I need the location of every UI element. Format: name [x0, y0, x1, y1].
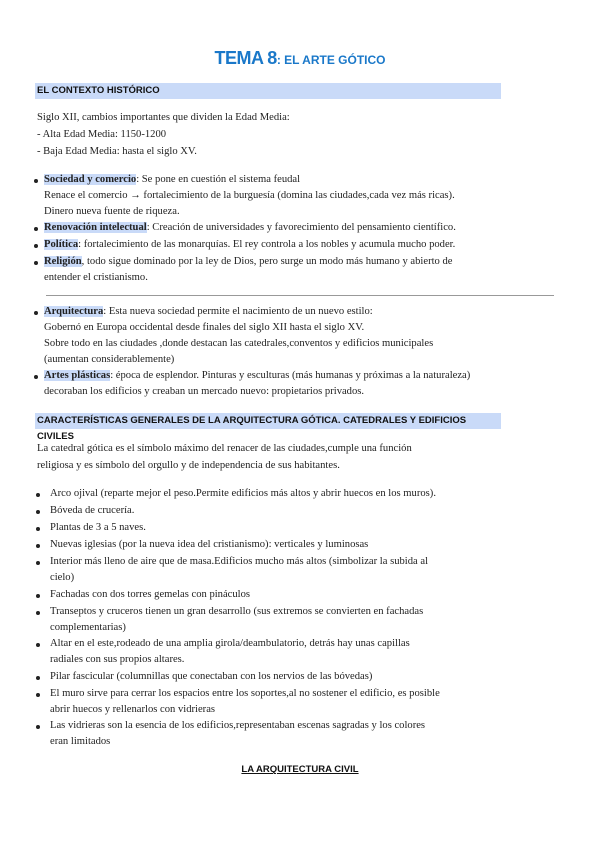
catedral-intro-line: religiosa y es símbolo del orgullo y de independencia de sus habitantes.	[37, 460, 340, 471]
divider	[46, 295, 554, 296]
item-text: : Esta nueva sociedad permite el nacimiento de un nuevo estilo:	[103, 306, 373, 317]
list-item-cont: radiales con sus propios altares.	[50, 654, 185, 665]
item-text: : Creación de universidades y favorecimiento del pensamiento científico.	[146, 222, 456, 233]
item-text: , todo sigue dominado por la ley de Dios, pero surge un modo más humano y abierto de	[81, 256, 453, 267]
intro-line: - Alta Edad Media: 1150-1200	[37, 129, 167, 140]
list-item: Nuevas iglesias (por la nueva idea del cristianismo): verticales y luminosas	[50, 539, 369, 550]
bullet-icon	[36, 725, 40, 729]
list-item-cont: complementarias)	[50, 622, 126, 633]
item-label: Arquitectura	[44, 306, 104, 317]
item-text: : Se pone en cuestión el sistema feudal	[136, 174, 301, 185]
bullet-icon	[34, 261, 38, 265]
list-item: Plantas de 3 a 5 naves.	[50, 522, 146, 533]
list-item-cont: abrir huecos y rellenarlos con vidrieras	[50, 704, 216, 715]
page-title	[0, 48, 600, 69]
item-text: : época de esplendor. Pinturas y esculturas (más humanas y próximas a la naturaleza)	[110, 370, 471, 381]
item-label: Política	[44, 239, 79, 250]
list-item	[44, 368, 470, 384]
list-item: Interior más lleno de aire que de masa.Edificios mucho más altos (simbolizar la subida al	[50, 556, 429, 567]
bullet-icon	[34, 227, 38, 231]
bullet-icon	[34, 311, 38, 315]
list-item-cont: entender el cristianismo.	[44, 272, 148, 283]
list-item: Las vidrieras son la esencia de los edificios,representaban escenas sagradas y los colores	[50, 720, 426, 731]
list-item	[44, 254, 452, 270]
bullet-icon	[34, 179, 38, 183]
bullet-icon	[36, 611, 40, 615]
list-item-cont: (aumentan considerablemente)	[44, 354, 175, 365]
list-item-cont: decoraban los edificios y creaban un mercado nuevo: propietarios privados.	[44, 386, 365, 397]
bullet-icon	[36, 561, 40, 565]
list-item: Transeptos y cruceros tienen un gran desarrollo (sus extremos se convierten en fachadas	[50, 606, 424, 617]
section-heading-caracteristicas: CARACTERÍSTICAS GENERALES DE LA ARQUITECTURA GÓTICA. CATEDRALES Y EDIFICIOS CIVILES	[35, 413, 501, 429]
title-rest: : EL ARTE GÓTICO	[276, 53, 386, 67]
list-item-cont: Gobernó en Europa occidental desde finales del siglo XII hasta el siglo XV.	[44, 322, 365, 333]
intro-line: Siglo XII, cambios importantes que dividen la Edad Media:	[37, 112, 290, 123]
item-label: Sociedad y comercio	[44, 174, 137, 185]
bullet-icon	[34, 375, 38, 379]
bullet-icon	[36, 643, 40, 647]
item-label: Religión	[44, 256, 82, 267]
list-item	[44, 172, 300, 188]
bullet-icon	[36, 594, 40, 598]
section-heading-contexto: EL CONTEXTO HISTÓRICO	[35, 83, 501, 99]
bullet-icon	[36, 676, 40, 680]
list-item-cont: Renace el comercio → fortalecimiento de la burguesía (domina las ciudades,cada vez más ricas).	[44, 190, 455, 201]
bullet-icon	[36, 493, 40, 497]
list-item-cont: Sobre todo en las ciudades ,donde destacan las catedrales,conventos y edificios municipales	[44, 338, 434, 349]
bullet-icon	[36, 544, 40, 548]
list-item: Bóveda de crucería.	[50, 505, 135, 516]
list-item-cont: eran limitados	[50, 736, 111, 747]
title-main: TEMA 8	[214, 48, 277, 68]
list-item	[44, 237, 455, 253]
list-item: Altar en el este,rodeado de una amplia girola/deambulatorio, detrás hay unas capillas	[50, 638, 410, 649]
bullet-icon	[36, 693, 40, 697]
intro-line: - Baja Edad Media: hasta el siglo XV.	[37, 146, 197, 157]
bullet-icon	[36, 510, 40, 514]
bullet-icon	[36, 527, 40, 531]
item-text: : fortalecimiento de las monarquías. El rey controla a los nobles y acumula mucho poder.	[78, 239, 456, 250]
list-item: El muro sirve para cerrar los espacios entre los soportes,al no sostener el edificio, es posible	[50, 688, 440, 699]
list-item	[44, 304, 373, 320]
section-heading-civil: LA ARQUITECTURA CIVIL	[241, 764, 359, 775]
list-item-cont: cielo)	[50, 572, 75, 583]
item-label: Artes plásticas	[44, 370, 111, 381]
list-item	[44, 220, 456, 236]
bullet-icon	[34, 244, 38, 248]
list-item: Fachadas con dos torres gemelas con pináculos	[50, 589, 251, 600]
item-label: Renovación intelectual	[44, 222, 147, 233]
list-item: Arco ojival (reparte mejor el peso.Permite edificios más altos y abrir huecos en los muros).	[50, 488, 436, 499]
catedral-intro-line: La catedral gótica es el símbolo máximo del renacer de las ciudades,cumple una función	[37, 443, 412, 454]
list-item-cont: Dinero nueva fuente de riqueza.	[44, 206, 180, 217]
list-item: Pilar fascicular (columnillas que conectaban con los nervios de las bóvedas)	[50, 671, 373, 682]
